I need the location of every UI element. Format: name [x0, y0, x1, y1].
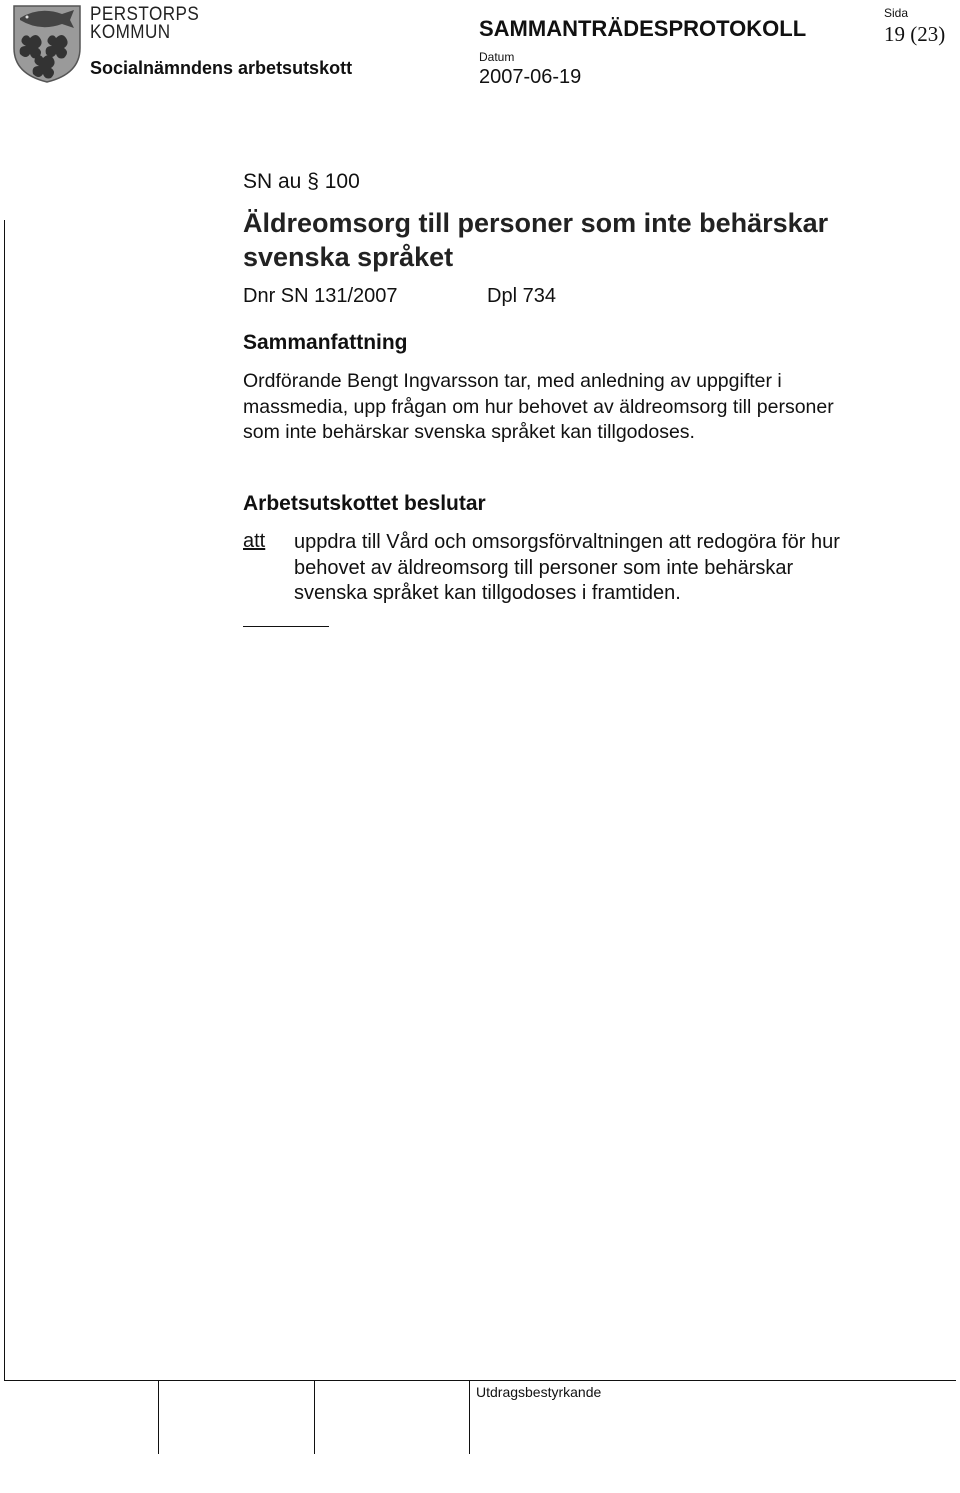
brand-line-1: PERSTORPS [90, 4, 200, 25]
case-number: SN au § 100 [243, 170, 360, 193]
document-type: SAMMANTRÄDESPROTOKOLL [479, 16, 807, 41]
end-of-item-line [243, 626, 329, 627]
signature-box-divider-3 [469, 1381, 470, 1454]
page-number: 19 (23) [884, 22, 946, 46]
archive-plan-number: Dpl 734 [487, 285, 556, 307]
signature-box-divider-1 [158, 1381, 159, 1454]
date-value: 2007-06-19 [479, 66, 582, 88]
municipality-coat-of-arms-logo [10, 4, 84, 84]
decision-heading: Arbetsutskottet beslutar [243, 492, 486, 515]
item-title: Äldreomsorg till personer som inte behärskar svenska språket [243, 208, 829, 272]
certification-label: Utdragsbestyrkande [476, 1384, 602, 1400]
att-label: att [243, 530, 266, 552]
date-label: Datum [479, 50, 515, 64]
municipality-name [90, 6, 199, 42]
summary-text: Ordförande Bengt Ingvarsson tar, med anledning av uppgifter i massmedia, upp frågan om hur behovet av äldreomsorg till personer som inte behärskar svenska språket kan tillgodoses. [243, 370, 834, 443]
signature-box-divider-2 [314, 1381, 315, 1454]
page-label: Sida [884, 6, 909, 20]
decision-text: uppdra till Vård och omsorgsförvaltningen att redogöra för hur behovet av äldreomsorg till personer som inte behärskar svenska språket kan tillgodoses i framtiden. [294, 531, 840, 604]
footer-top-line [4, 1380, 956, 1381]
diary-number: Dnr SN 131/2007 [243, 285, 398, 307]
left-margin-line [4, 220, 5, 1380]
committee-name: Socialnämndens arbetsutskott [90, 58, 353, 78]
summary-heading: Sammanfattning [243, 331, 408, 354]
brand-line-2: KOMMUN [90, 22, 171, 43]
